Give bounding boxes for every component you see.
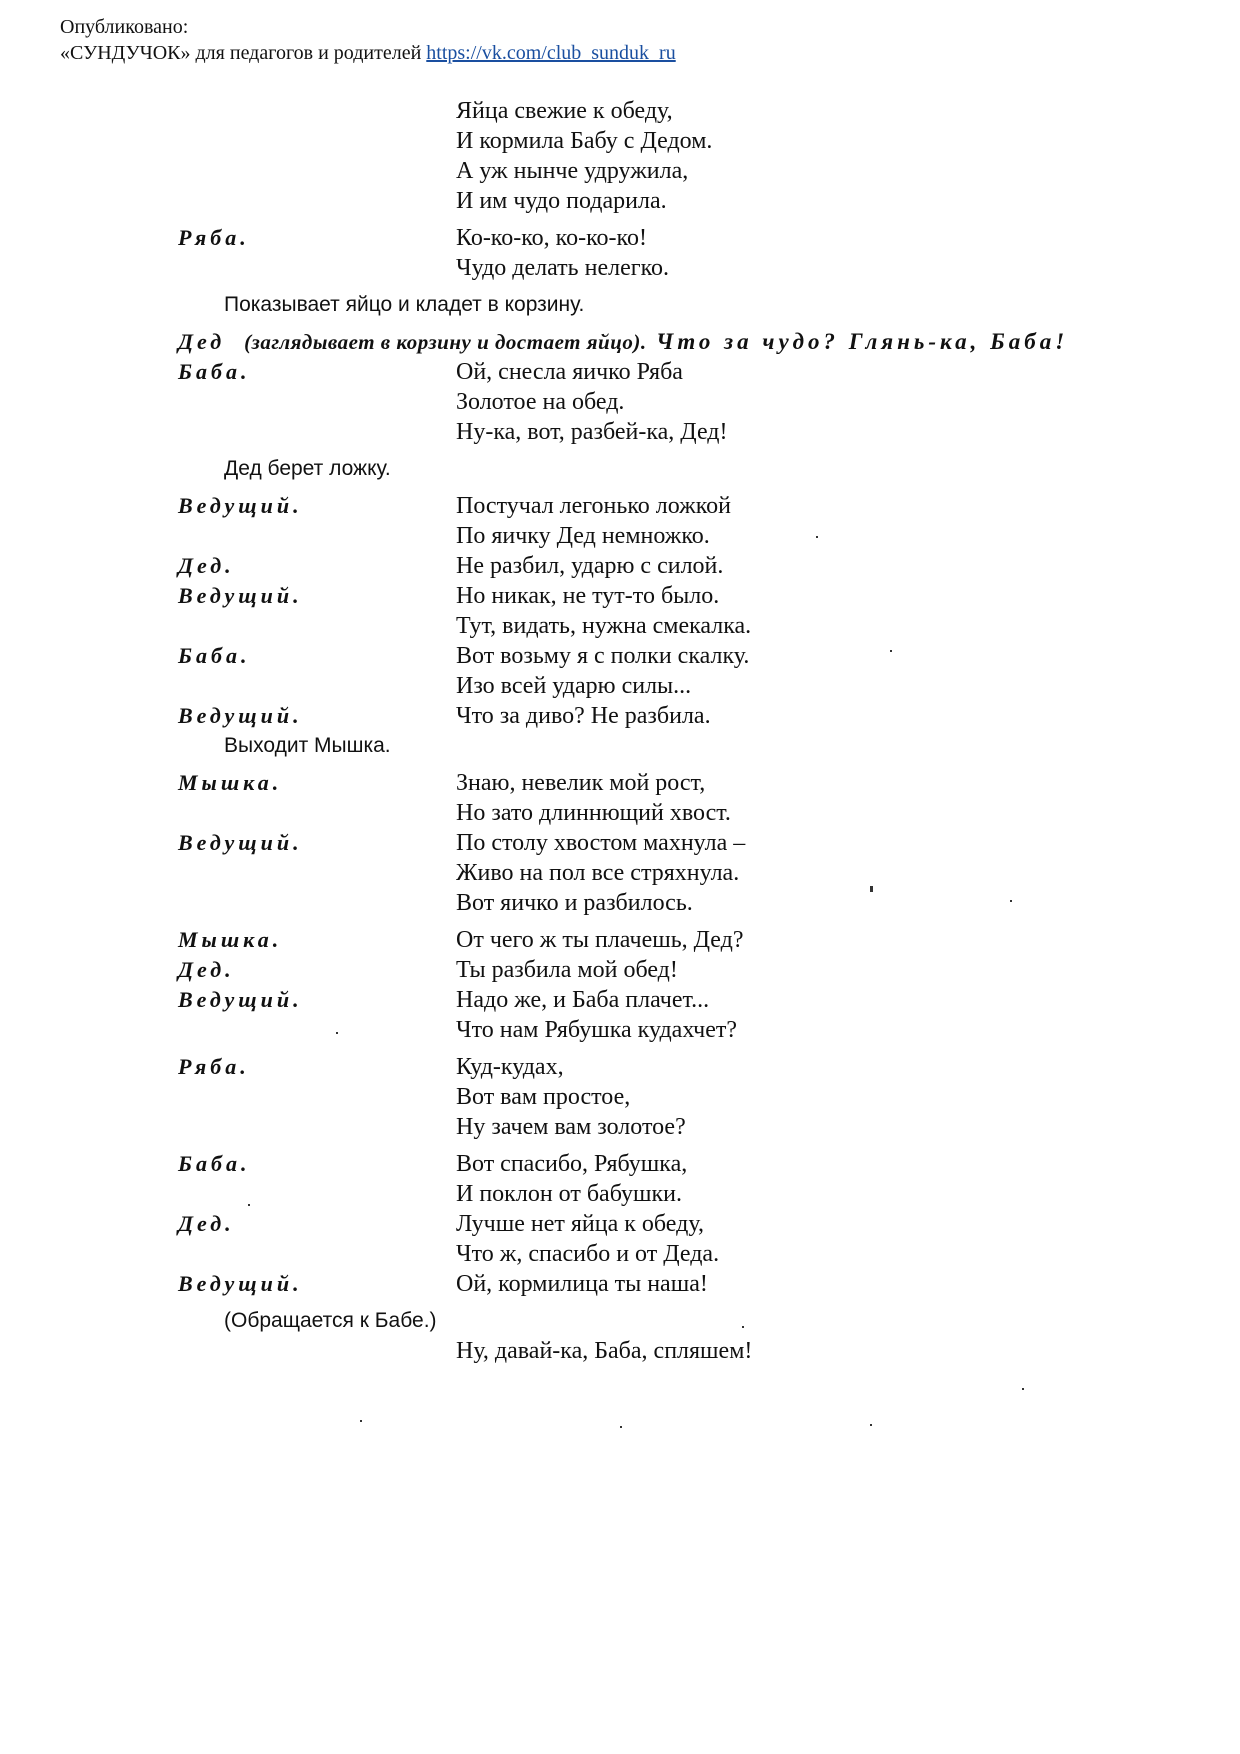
speaker-name: Ряба. bbox=[178, 225, 250, 250]
verse-line: Ты разбила мой обед! bbox=[456, 957, 678, 983]
verse-line: Но зато длиннющий хвост. bbox=[456, 800, 731, 826]
verse-line: От чего ж ты плачешь, Дед? bbox=[456, 927, 744, 953]
verse-line: Золотое на обед. bbox=[456, 389, 625, 415]
verse-line: Что ж, спасибо и от Деда. bbox=[456, 1241, 720, 1267]
verse-line: Живо на пол все стряхнула. bbox=[456, 860, 740, 886]
stage-direction: (Обращается к Бабе.) bbox=[224, 1309, 437, 1332]
replica-ved-4 bbox=[0, 828, 1240, 918]
source-text: «СУНДУЧОК» для педагогов и родителей bbox=[60, 42, 422, 64]
scan-speck bbox=[248, 1204, 250, 1206]
stage-direction: Выходит Мышка. bbox=[224, 734, 391, 757]
replica-ded-1 bbox=[0, 327, 1240, 357]
scan-speck bbox=[742, 1326, 744, 1328]
speaker-name: Баба. bbox=[178, 643, 251, 668]
verse-line: Вот яичко и разбилось. bbox=[456, 890, 693, 916]
verse-line: Вот вам простое, bbox=[456, 1084, 631, 1110]
scan-speck bbox=[336, 1032, 338, 1034]
scan-speck bbox=[1010, 900, 1012, 902]
verse-line: По столу хвостом махнула – bbox=[456, 830, 746, 856]
verse-line: Но никак, не тут-то было. bbox=[456, 583, 720, 609]
replica-baba-2 bbox=[0, 641, 1240, 701]
replica-ded-2 bbox=[0, 551, 1240, 581]
verse-line: Знаю, невелик мой рост, bbox=[456, 770, 706, 796]
verse-line: Ну-ка, вот, разбей-ка, Дед! bbox=[456, 419, 728, 445]
verse-line: И поклон от бабушки. bbox=[456, 1181, 682, 1207]
scan-speck bbox=[870, 886, 873, 892]
intro-verse bbox=[0, 96, 1240, 216]
speaker-name: Ведущий. bbox=[178, 1271, 303, 1296]
final-verse bbox=[0, 1336, 1240, 1366]
source-line bbox=[60, 40, 676, 66]
replica-ved-6 bbox=[0, 1269, 1240, 1299]
replica-baba-1 bbox=[0, 357, 1240, 447]
scan-speck bbox=[620, 1426, 622, 1428]
verse-line: Надо же, и Баба плачет... bbox=[456, 987, 710, 1013]
replica-mouse-2 bbox=[0, 925, 1240, 955]
speaker-name: Ведущий. bbox=[178, 493, 303, 518]
source-link[interactable]: https://vk.com/club_sunduk_ru bbox=[426, 42, 676, 64]
replica-mouse-1 bbox=[0, 768, 1240, 828]
replica-ved-5 bbox=[0, 985, 1240, 1045]
verse-line: И кормила Бабу с Дедом. bbox=[456, 128, 713, 154]
verse-line: Лучше нет яйца к обеду, bbox=[456, 1211, 704, 1237]
verse-line: Ну, давай-ка, Баба, спляшем! bbox=[456, 1338, 753, 1364]
replica-ryaba-1 bbox=[0, 223, 1240, 283]
replica-ved-1 bbox=[0, 491, 1240, 551]
speaker-name: Мышка. bbox=[178, 770, 283, 795]
stage-direction: Показывает яйцо и кладет в корзину. bbox=[224, 293, 585, 316]
speaker-name: Ряба. bbox=[178, 1054, 250, 1079]
replica-ved-3 bbox=[0, 701, 1240, 731]
speaker-name: Ведущий. bbox=[178, 830, 303, 855]
verse-line: Ой, кормилица ты наша! bbox=[456, 1271, 708, 1297]
speaker-name: Ведущий. bbox=[178, 703, 303, 728]
verse-line: Не разбил, ударю с силой. bbox=[456, 553, 724, 579]
verse-line: Ну зачем вам золотое? bbox=[456, 1114, 686, 1140]
replica-ded-4 bbox=[0, 1209, 1240, 1269]
published-label: Опубликовано: bbox=[60, 16, 189, 38]
speaker-name: Баба. bbox=[178, 359, 251, 384]
verse-line: И им чудо подарила. bbox=[456, 188, 667, 214]
verse-line: Постучал легонько ложкой bbox=[456, 493, 732, 519]
speaker-name: Дед. bbox=[178, 957, 235, 982]
verse-line: Вот возьму я с полки скалку. bbox=[456, 643, 750, 669]
verse-line: Яйца свежие к обеду, bbox=[456, 98, 673, 124]
verse-line: Что нам Рябушка кудахчет? bbox=[456, 1017, 737, 1043]
scan-speck bbox=[1022, 1388, 1024, 1390]
speaker-name: Дед bbox=[178, 329, 226, 354]
verse-line: Ой, снесла яичко Ряба bbox=[456, 359, 683, 385]
speaker-name: Мышка. bbox=[178, 927, 283, 952]
speaker-name: Дед. bbox=[178, 1211, 235, 1236]
verse-line: Чудо делать нелегко. bbox=[456, 255, 670, 281]
speaker-name: Дед. bbox=[178, 553, 235, 578]
speaker-name: Ведущий. bbox=[178, 583, 303, 608]
verse-line: Что за диво? Не разбила. bbox=[456, 703, 711, 729]
verse-line: Куд-кудах, bbox=[456, 1054, 564, 1080]
replica-ryaba-2 bbox=[0, 1052, 1240, 1142]
verse-line: По яичку Дед немножко. bbox=[456, 523, 710, 549]
scan-speck bbox=[360, 1420, 362, 1422]
replica-ded-3 bbox=[0, 955, 1240, 985]
stage-direction: Дед берет ложку. bbox=[224, 457, 391, 480]
scan-speck bbox=[890, 650, 892, 652]
verse-line: Тут, видать, нужна смекалка. bbox=[456, 613, 752, 639]
speaker-name: Ведущий. bbox=[178, 987, 303, 1012]
verse-line: Изо всей ударю силы... bbox=[456, 673, 692, 699]
verse-line: Что за чудо? Глянь-ка, Баба! bbox=[656, 329, 1069, 354]
play-script bbox=[0, 96, 1240, 1366]
verse-line: А уж нынче удружила, bbox=[456, 158, 689, 184]
stage-direction-inline: (заглядывает в корзину и достает яйцо). bbox=[244, 330, 647, 354]
speaker-name: Баба. bbox=[178, 1151, 251, 1176]
publication-header bbox=[60, 14, 676, 66]
replica-ved-2 bbox=[0, 581, 1240, 641]
replica-baba-3 bbox=[0, 1149, 1240, 1209]
scan-speck bbox=[870, 1424, 872, 1426]
verse-line: Ко-ко-ко, ко-ко-ко! bbox=[456, 225, 647, 251]
verse-line: Вот спасибо, Рябушка, bbox=[456, 1151, 688, 1177]
scan-speck bbox=[816, 536, 818, 538]
